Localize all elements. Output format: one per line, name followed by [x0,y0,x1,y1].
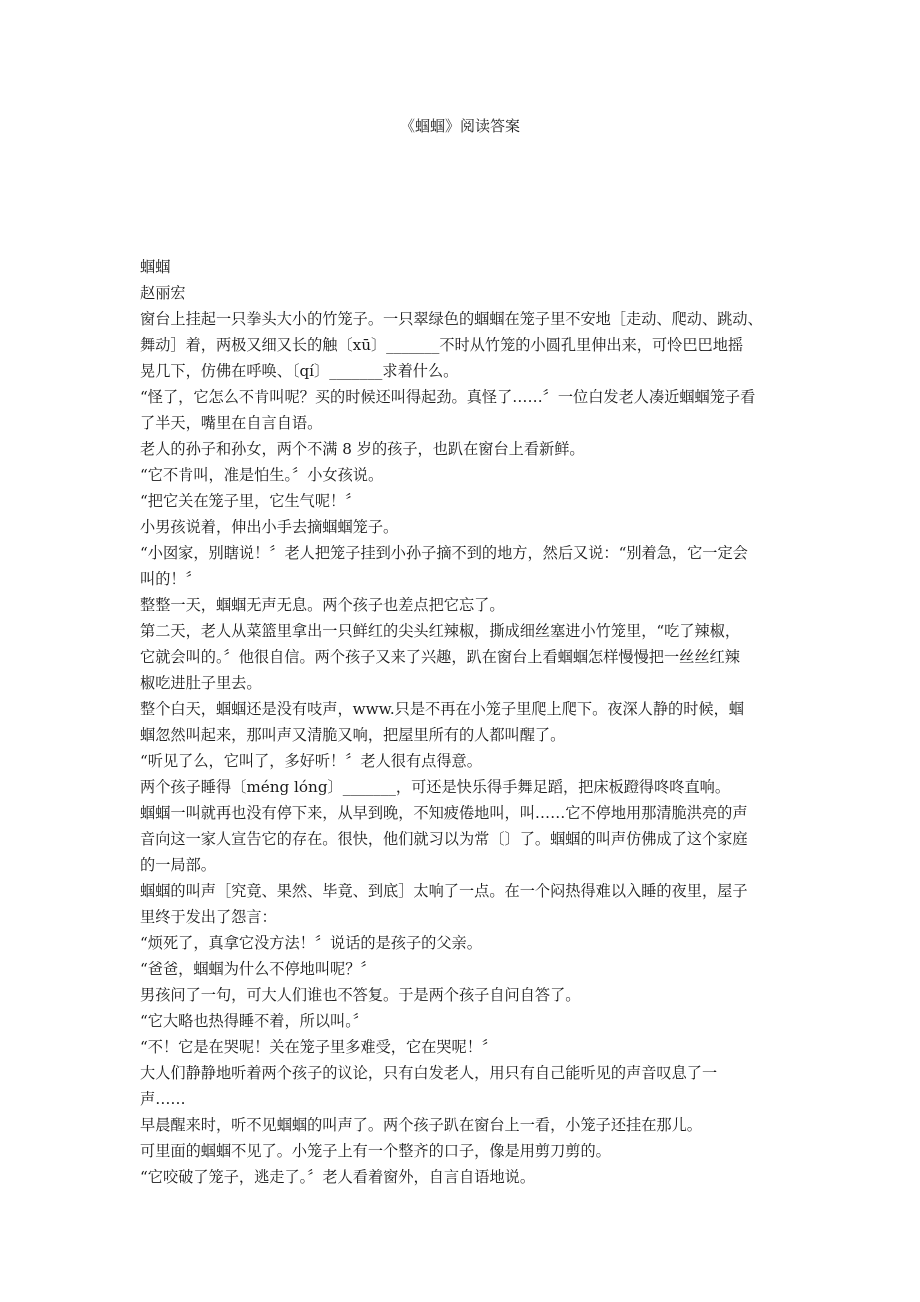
text-line: 整整一天，蝈蝈无声无息。两个孩子也差点把它忘了。 [140,596,505,614]
text-line: 椒吃进肚子里去。 [140,674,262,692]
text-line: 蝈忽然叫起来，那叫声又清脆又响，把屋里所有的人都叫醒了。 [140,726,566,744]
text-line: 大人们静静地听着两个孩子的议论，只有白发老人，用只有自己能听见的声音叹息了一 [140,1064,718,1082]
text-line: “把它关在笼子里，它生气呢！〞 [140,492,361,510]
text-line: 舞动］着，两极又细又长的触〔xū〕_______不时从竹笼的小圆孔里伸出来，可怜巴巴地摇 [140,336,744,354]
text-line: 窗台上挂起一只拳头大小的竹笼子。一只翠绿色的蝈蝈在笼子里不安地［走动、爬动、跳动、 [140,310,763,328]
text-line: 晃几下，仿佛在呼唤、〔qí〕_______求着什么。 [140,362,459,380]
text-line: 老人的孙子和孙女，两个不满 8 岁的孩子，也趴在窗台上看新鲜。 [140,440,585,458]
text-line: “小囡家，别瞎说！〞老人把笼子挂到小孙子摘不到的地方，然后又说：“别着急，它一定会 [140,544,748,562]
text-line: “怪了，它怎么不肯叫呢？买的时候还叫得起劲。真怪了……〞一位白发老人凑近蝈蝈笼子看 [140,388,756,406]
text-line: 音向这一家人宣告它的存在。很快，他们就习以为常〔〕了。蝈蝈的叫声仿佛成了这个家庭 [140,830,748,848]
text-line: “不！它是在哭呢！关在笼子里多难受，它在哭呢！〞 [140,1038,498,1056]
text-line: 蝈蝈一叫就再也没有停下来，从早到晚，不知疲倦地叫，叫……它不停地用那清脆洪亮的声 [140,804,748,822]
text-line: “爸爸，蝈蝈为什么不停地叫呢？〞 [140,960,376,978]
text-line: 小男孩说着，伸出小手去摘蝈蝈笼子。 [140,518,399,536]
text-line: 蝈蝈的叫声［究竟、果然、毕竟、到底］太响了一点。在一个闷热得难以入睡的夜里，屋子 [140,882,748,900]
story-title: 蝈蝈 [140,258,171,276]
text-line: 了半天，嘴里在自言自语。 [140,414,323,432]
text-line: “它咬破了笼子，逃走了。〞老人看着窗外，自言自语地说。 [140,1168,536,1186]
text-line: “听见了么，它叫了，多好听！〞老人很有点得意。 [140,752,482,770]
text-line: 两个孩子睡得〔méng lóng〕_______，可还是快乐得手舞足蹈，把床板蹬得咚咚直响。 [140,778,731,796]
text-line: 早晨醒来时，听不见蝈蝈的叫声了。两个孩子趴在窗台上一看，小笼子还挂在那儿。 [140,1116,702,1134]
story-author: 赵丽宏 [140,284,186,302]
text-line: 第二天，老人从菜篮里拿出一只鲜红的尖头红辣椒，撕成细丝塞进小竹笼里，“吃了辣椒， [140,622,741,640]
text-line: 男孩问了一句，可大人们谁也不答复。于是两个孩子自问自答了。 [140,986,581,1004]
text-line: 整个白天，蝈蝈还是没有吱声，www.只是不再在小笼子里爬上爬下。夜深人静的时候，蝈 [140,700,744,718]
text-line: “烦死了，真拿它没方法！〞说话的是孩子的父亲。 [140,934,482,952]
text-line: 它就会叫的。〞他很自信。两个孩子又来了兴趣，趴在窗台上看蝈蝈怎样慢慢把一丝丝红辣 [140,648,740,666]
text-line: 里终于发出了怨言： [140,908,277,926]
document-title: 《蝈蝈》阅读答案 [399,117,520,135]
text-line: “它不肯叫，准是怕生。〞小女孩说。 [140,466,384,484]
text-line: 声…… [140,1090,186,1108]
text-line: “它大略也热得睡不着，所以叫。〞 [140,1012,368,1030]
document-body [140,254,782,1190]
text-line: 的一局部。 [140,856,216,874]
text-line: 可里面的蝈蝈不见了。小笼子上有一个整齐的口子，像是用剪刀剪的。 [140,1142,611,1160]
text-line: 叫的！〞 [140,570,201,588]
